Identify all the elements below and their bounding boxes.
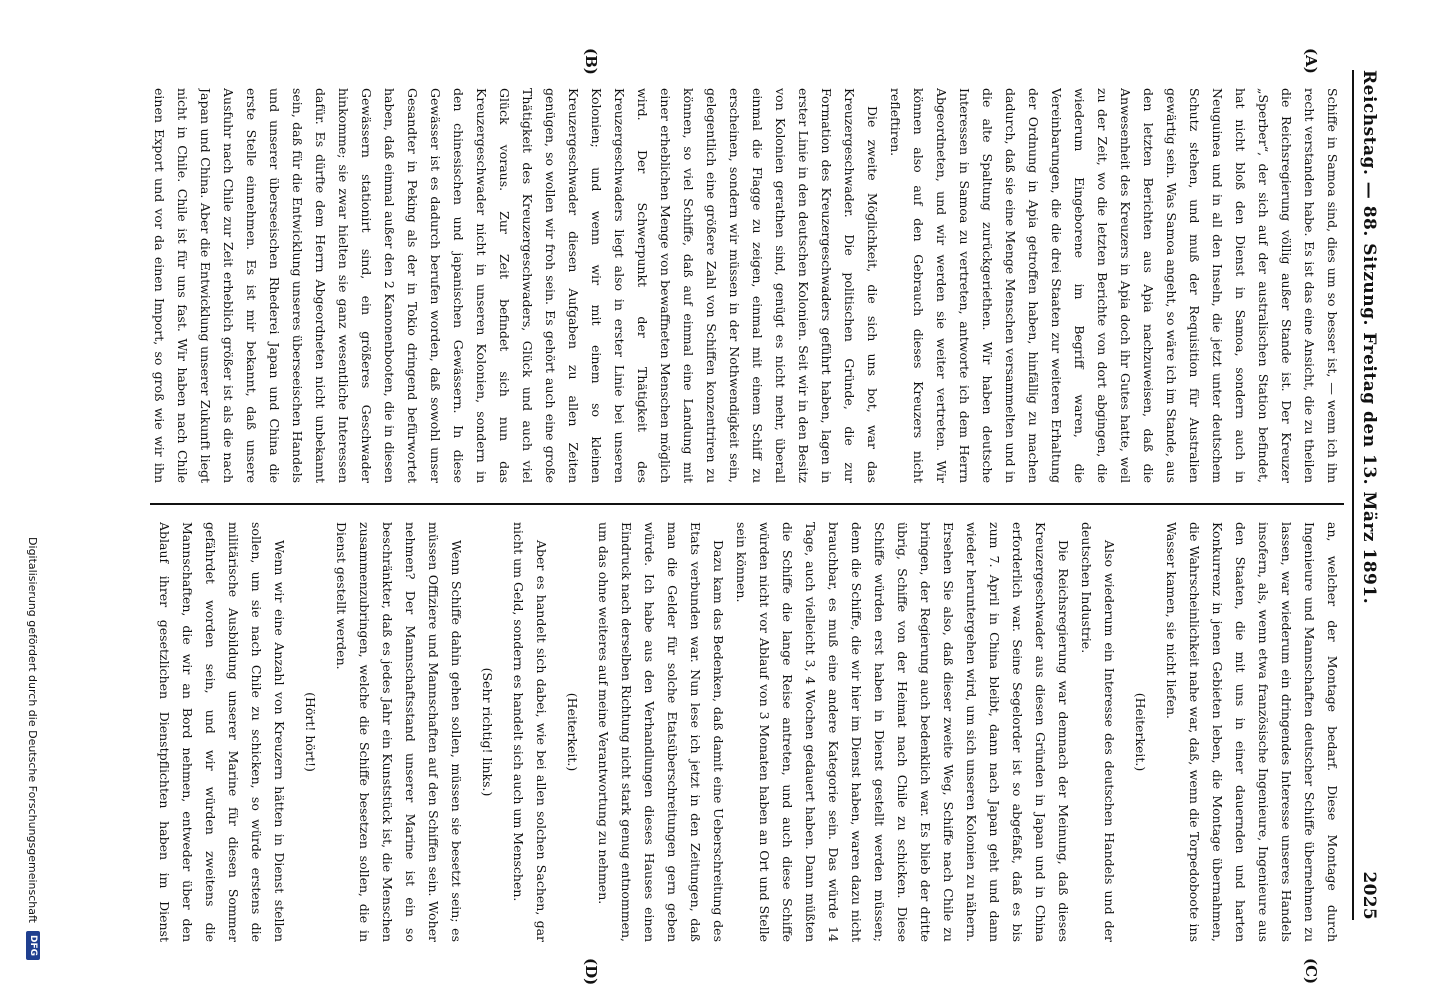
paragraph: Wenn wir eine Anzahl von Kreuzern hätten in Dienst stellen sollen, um sie nach Chile zu schicken, so würde erstens die militärische Ausbildung unserer Marine für diesen Sommer gefährdet worden sein, und wir würden zweitens die Mannschaften, die wir an Bord nehmen, entweder über den Ablauf ihrer gesetzlichen Dienstpflichten haben im Dienst (157, 522, 287, 942)
right-text-column (150, 522, 1344, 942)
interjection: (Sehr richtig! links.) (480, 667, 495, 797)
digitization-credit (26, 70, 40, 960)
page-header (1352, 70, 1384, 920)
margin-marker-c: (C) (1302, 958, 1320, 985)
interjection: (Heiterkeit.) (565, 692, 580, 772)
left-text-column (150, 88, 1344, 483)
column-divider (150, 503, 1344, 505)
paragraph: Die zweite Möglichkeit, die sich uns bot, war das Kreuzergeschwader. Die politischen Gründe, die zur Formation des Kreuzergeschwaders geführt haben, lagen in erster Linie in den deutschen Kolonien. Seit wir in den Besitz von Kolonien gerathen sind, genügt es nicht mehr, überall einmal die Flagge zu zeigen, einmal mit einem Schiff zu erscheinen, sondern wir müssen in der Nothwendigkeit sein, gelegentlich eine größere Zahl von Schiffen konzentriren zu können, so viel Schiffe, daß auf einmal eine Landung mit einer erheblichen Menge von bewaffneten Menschen möglich wird. Der Schwerpunkt der Thätigkeit des Kreuzergeschwaders liegt also in erster Linie bei unseren Kolonien; und wenn wir mit einem so kleinen Kreuzergeschwader diesen Aufgaben zu allen Zeiten genügen, so wollen wir froh sein. Es gehört auch eine große Thätigkeit des Kreuzergeschwaders, Glück und auch viel Glück voraus. Zur Zeit befindet sich nun das Kreuzergeschwader nicht in unseren Kolonien, sondern in den chinesischen und japanischen Gewässern. In diese Gewässer ist es dadurch berufen worden, daß sowohl unser Gesandter in Peking als der in Tokio dringend befürwortet haben, daß einmal außer den 2 Kanonenbooten, die in diesen Gewässern stationirt sind, ein größeres Geschwader hinkomme; sie zwar hielten sie ganz wesentliche Interessen dafür. Es dürfte dem Herrn Abgeordneten nicht unbekannt sein, daß für die Entwicklung unseres überseeischen Handels und unserer überseeischen Rhederei Japan und China die erste Stelle einnehmen. Es ist mir bekannt, daß unsere Ausfuhr nach Chile zur Zeit erheblich größer ist als die nach Japan und China. Aber die Entwicklung unserer Zukunft liegt nicht in Chile. Chile ist für uns fast. Wir haben nach Chile einen Export und vor da einen Import, so groß wie wir ihn (152, 88, 880, 483)
credit-text: Digitalisierung gefördert durch die Deutsche Forschungsgemeinschaft (26, 537, 40, 923)
paragraph: Also wiederum ein Interesse des deutschen Handels und der deutschen Industrie. (1079, 522, 1117, 942)
header-session-title: Reichstag. — 88. Sitzung. Freitag den 13. März 1891. (1359, 70, 1379, 605)
margin-marker-d: (D) (582, 958, 600, 986)
paragraph: Die Reichsregierung war demnach der Meinung, daß dieses Kreuzergeschwader aus diesen Gründen in Japan und in China erforderlich war. Seine Segelorder ist so abgefaßt, daß es bis zum 7. April in China bleibt, dann nach Japan geht und dann wieder heruntergehen wird, um sich unseren Kolonien zu nähern. Ersehen Sie also, daß dieser zweite Weg, Schiffe nach Chile zu bringen, der Regierung auch bedenklich war. Es blieb der dritte übrig, Schiffe von der Heimat nach Chile zu schicken. Diese Schiffe würden erst haben in Dienst gestellt werden müssen; denn die Schiffe, die wir hier im Dienst haben, waren dazu nicht brauchbar, es muß eine andere Kategorie sein. Das würde 14 Tage, auch vielleicht 3, 4 Wochen gedauert haben. Dann müßten die Schiffe die lange Reise antreten, und auch diese Schiffe würden nicht vor Ablauf von 3 Monaten haben an Ort und Stelle sein können. (734, 522, 1071, 942)
paragraph: an, welcher der Montage bedarf. Diese Montage durch Ingenieure und Mannschaften deutscher Schiffe übernehmen zu lassen, war wiederum ein dringendes Interesse unseres Handels insofern, als, wenn etwa französische Ingenieure, Ingenieure aus den Staaten, die mit uns in einer dauernden und harten Konkurrenz in jenen Gebieten leben, die Montage übernahmen, die Wahrscheinlichkeit nahe war, daß, wenn die Torpedoboote ins Wasser kamen, sie nicht liefen. (1164, 522, 1340, 942)
margin-marker-a: (A) (1302, 48, 1320, 74)
paragraph: Aber es handelt sich dabei, wie bei allen solchen Sachen, gar nicht um Geld, sondern es handelt sich auch um Menschen. (511, 522, 549, 942)
margin-marker-b: (B) (582, 48, 600, 75)
dfg-logo: DFG (26, 931, 40, 960)
paragraph: Wenn Schiffe dahin gehen sollen, müssen sie besetzt sein; es müssen Offiziere und Mannschaften auf den Schiffen sein. Woher nehmen? Der Mannschaftsstand unserer Marine ist ein so beschränkter, daß es jedes Jahr ein Kunststück ist, die Menschen zusammenzubringen, welche die Schiffe besetzen sollen, die in Dienst gestellt werden. (334, 522, 464, 942)
paragraph: Dazu kam das Bedenken, daß damit eine Ueberschreitung des Etats verbunden war. Nun lese ich jetzt in den Zeitungen, daß man die Gelder für solche Etatsüberschreitungen gern geben würde. Ich habe aus den Verhandlungen dieses Hauses einen Eindruck nach derselben Richtung nicht stark genug entnommen, um das ohne weiteres auf meine Verantwortung zu nehmen. (596, 522, 726, 942)
interjection: (Hört! hört!) (303, 692, 318, 772)
paragraph: Schiffe in Samoa sind, dies um so besser ist, — wenn ich ihn recht verstanden habe. Es ist das eine Ansicht, die zu theilen die Reichsregierung völlig außer Stande ist. Der Kreuzer „Sperber“, der sich auf der australischen Station befindet, hat nicht bloß den Dienst in Samoa, sondern auch in Neuguinea und in all den Inseln, die jetzt unter deutschem Schutz stehen, und muß der Requisition für Australien gewärtig sein. Was Samoa angeht, so wäre ich im Stande, aus den letzten Berichten aus Apia nachzuweisen, daß die Anwesenheit des Kreuzers in Apia doch ihr Gutes hatte, weil zu der Zeit, wo die letzten Berichte von dort abgingen, die wiederum Eingeborene im Begriff waren, die Vereinbarungen, die die drei Staaten zur weiteren Erhaltung der Ordnung in Apia getroffen haben, hinfällig zu machen dadurch, daß sie eine Menge Menschen versammelten und in die alte Spaltung zurückgeriethen. Wir haben deutsche Interessen in Samoa zu vertreten, antworte ich dem Herrn Abgeordneten, und wir werden sie weiter vertreten. Wir können also auf den Gebrauch dieses Kreuzers nicht refleftiren. (888, 88, 1340, 483)
interjection: (Heiterkeit.) (1133, 692, 1148, 772)
header-page-number: 2025 (1359, 871, 1379, 920)
